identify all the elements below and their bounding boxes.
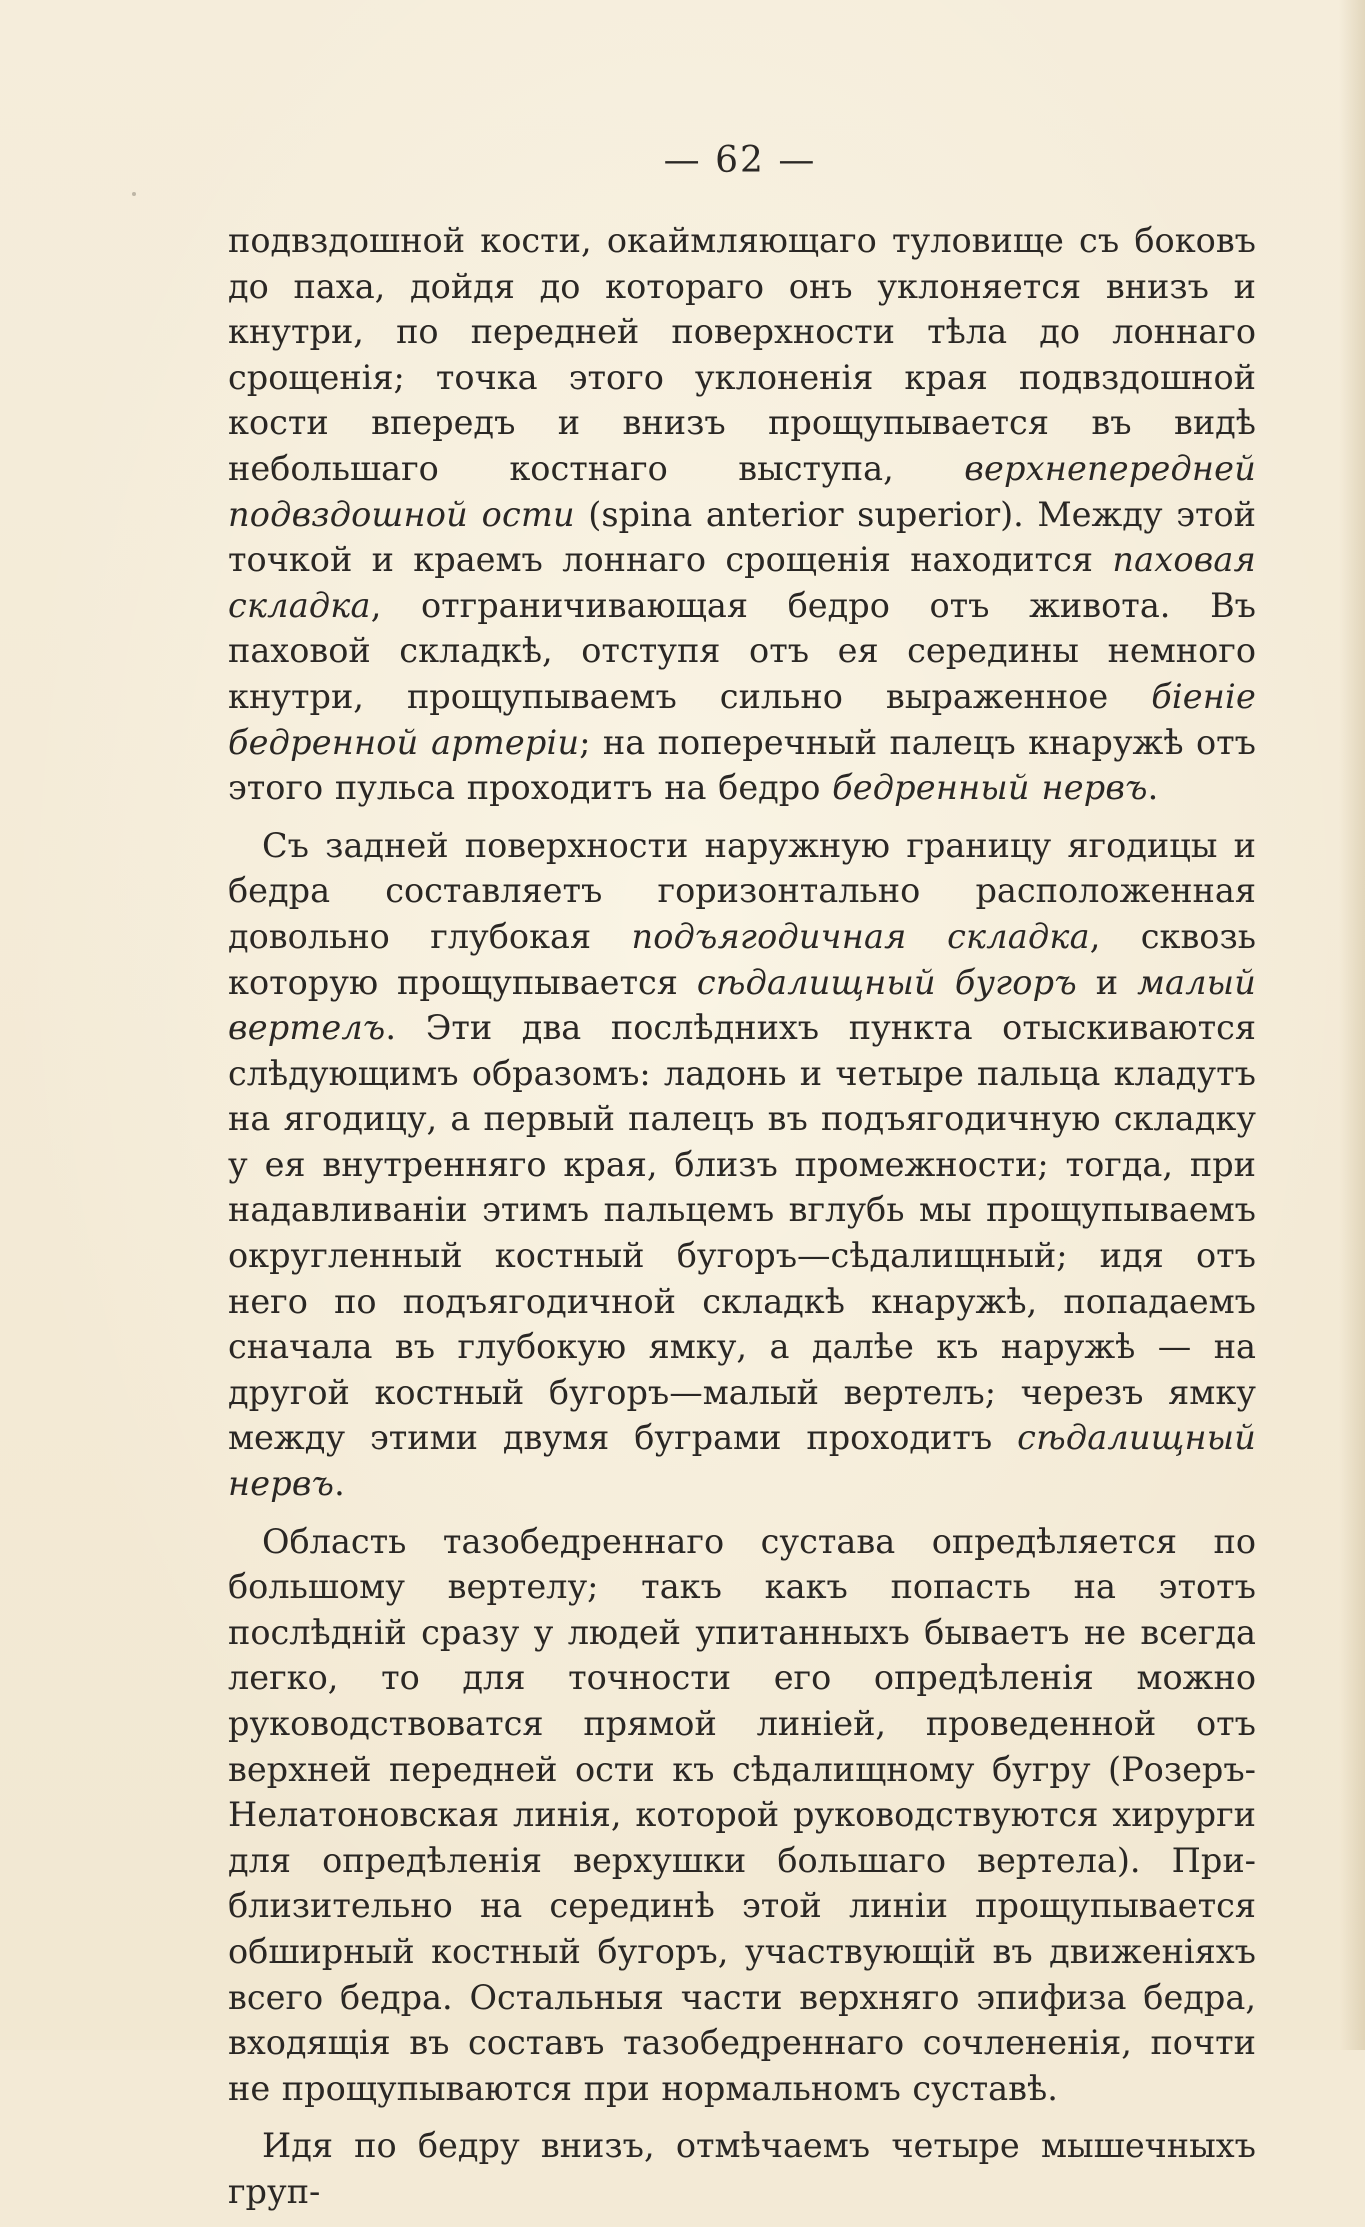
- italic-term: сѣдалищный бугоръ: [696, 962, 1077, 1002]
- paragraph: [228, 218, 1256, 811]
- paragraph: [228, 1519, 1256, 2112]
- italic-term: бедренный нервъ: [832, 768, 1148, 808]
- italic-term: сѣдалищный нервъ: [228, 1418, 1256, 1504]
- paragraph: [228, 823, 1256, 1507]
- text-run: , отграничивающая бедро отъ живота. Въ паховой складкѣ, отступя отъ ея середины немного кнутри, прощупываемъ сильно выраженное: [228, 585, 1256, 716]
- paper-speck: [132, 192, 136, 196]
- text-run: и: [1076, 962, 1138, 1002]
- italic-term: верхнепередней подвздошной ости: [228, 448, 1256, 534]
- page-edge-shadow: [1339, 0, 1365, 2050]
- text-run: Область тазобедреннаго сустава опредѣляется по большому вертелу; такъ какъ попасть на этотъ послѣдній сразу у людей упитанныхъ бываетъ не всегда легко, то для точности его опредѣленія можно руководствоватся прямой линіей, проведенной отъ верхней передней ости къ сѣдалищному бугру (Розеръ-Нелатоновская линія, которой руководствуются хирурги для опредѣленія верхушки большаго вертела). Приблизительно на серединѣ этой линіи прощупывается обширный костный бугоръ, участвующій въ движеніяхъ всего бедра. Остальныя части верхняго эпифиза бедра, входящія въ составъ тазобедреннаго сочлененія, почти не прощупываются при нормальномъ суставѣ.: [228, 1521, 1256, 2108]
- text-run: .: [334, 1464, 345, 1504]
- text-run: .: [1147, 768, 1159, 808]
- text-run: (spina anterior superior). Между этой точкой и краемъ лоннаго срощенія находится: [228, 494, 1257, 580]
- page-number: — 62 —: [663, 140, 817, 181]
- text-run: подвздошной кости, окаймляющаго туловище съ боковъ до паха, дойдя до котораго онъ уклоняется внизъ и кнутри, по передней поверхности тѣла до лоннаго срощенія; точка этого уклоненія края подвздошной кости впередъ и внизъ прощупывается въ видѣ небольшаго костнаго выступа,: [228, 221, 1256, 488]
- text-run: , сквозь которую прощупывается: [228, 916, 1256, 1002]
- text-run: . Эти два послѣднихъ пункта отыскиваются слѣдующимъ образомъ: ладонь и четыре пальца кладутъ на ягодицу, а первый палецъ въ подъягодичную складку у ея внутренняго края, близъ промежности; тогда, при надавливаніи этимъ пальцемъ вглубь мы прощупываемъ округленный костный бугоръ—сѣдалищный; идя отъ него по подъягодичной складкѣ кнаружѣ, попадаемъ сначала въ глубокую ямку, а далѣе къ наружѣ — на другой костный бугоръ—малый вертелъ; черезъ ямку между этими двумя буграми проходитъ: [228, 1008, 1256, 1458]
- paragraph: [228, 2123, 1256, 2214]
- text-run: ; на поперечный палецъ кнаружѣ отъ этого пульса проходитъ на бедро: [228, 722, 1256, 808]
- italic-term: біеніе бедренной артеріи: [228, 676, 1256, 762]
- text-run: Идя по бедру внизъ, отмѣчаемъ четыре мышечныхъ груп-: [228, 2126, 1256, 2211]
- italic-term: малый вертелъ: [228, 962, 1256, 1048]
- italic-term: подъягодичная складка: [631, 916, 1090, 956]
- page-body-text: [228, 218, 1256, 2227]
- text-run: Съ задней поверхности наружную границу ягодицы и бедра составляетъ горизонтально расположенная довольно глубокая: [228, 825, 1256, 956]
- italic-term: паховая складка: [228, 540, 1256, 625]
